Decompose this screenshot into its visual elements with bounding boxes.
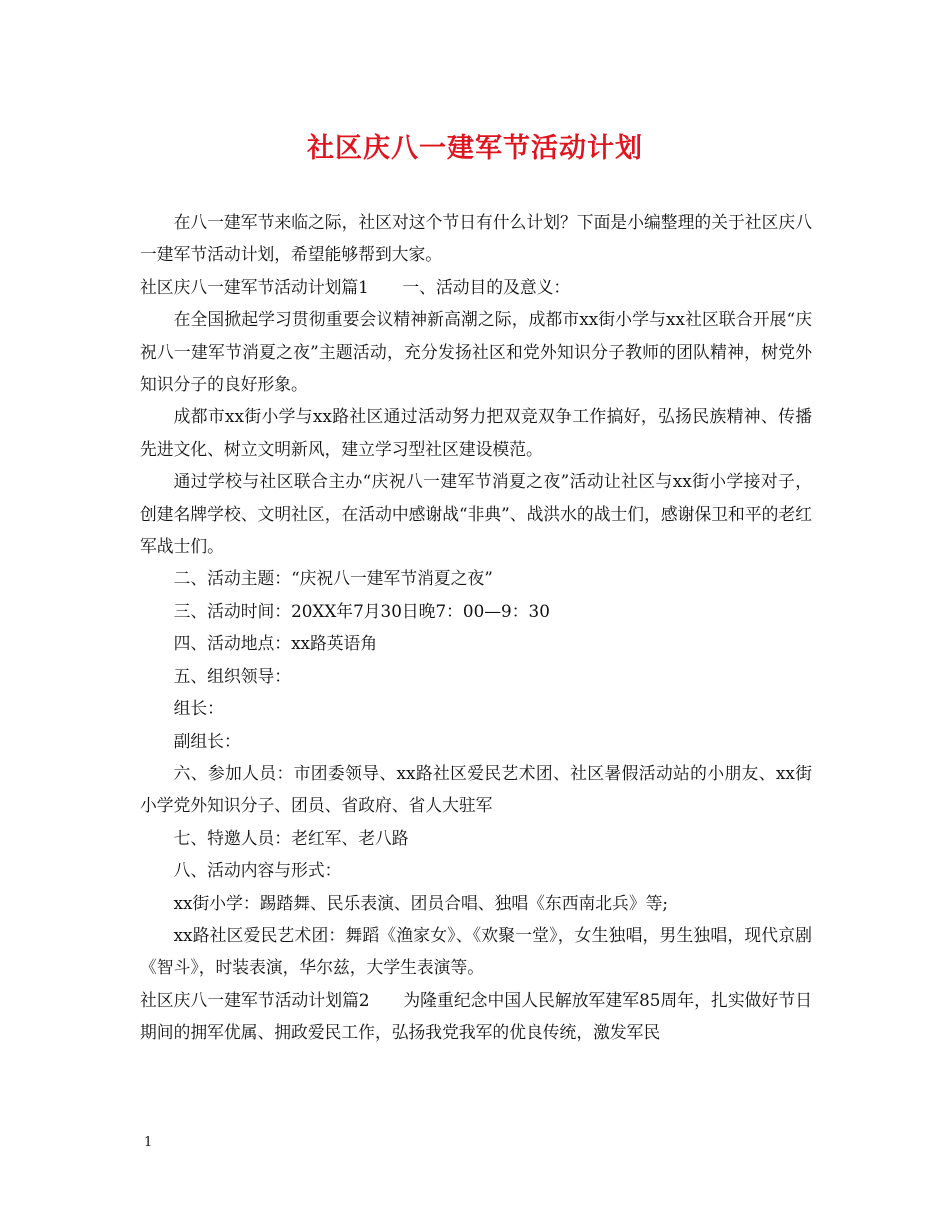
paragraph-leader: 组长： <box>173 698 224 719</box>
paragraph-leadership: 五、组织领导： <box>173 665 292 686</box>
paragraph-intro: 在八一建军节来临之际，社区对这个节日有什么计划？下面是小编整理的关于社区庆八一建军节活动计划，希望能够帮到大家。 <box>140 212 812 265</box>
paragraph-content-heading: 八、活动内容与形式： <box>173 860 342 881</box>
paragraph-section2-start: 社区庆八一建军节活动计划篇2 为隆重纪念中国人民解放军建军85周年，扎实做好节日期间的拥军优属、拥政爱民工作，弘扬我党我军的优良传统，激发军民 <box>140 989 812 1043</box>
page-number: 1 <box>144 1135 153 1150</box>
paragraph-troupe-program: xx路社区爱民艺术团：舞蹈《渔家女》、《欢聚一堂》，女生独唱，男生独唱，现代京剧《智斗》，时装表演，华尔兹，大学生表演等。 <box>140 924 812 978</box>
paragraph-guests: 七、特邀人员：老红军、老八路 <box>173 827 409 848</box>
paragraph-participants: 六、参加人员：市团委领导、xx路社区爱民艺术团、社区暑假活动站的小朋友、xx街小学党外知识分子、团员、省政府、省人大驻军 <box>140 762 812 816</box>
paragraph-purpose-1: 在全国掀起学习贯彻重要会议精神新高潮之际，成都市xx街小学与xx社区联合开展“庆祝八一建军节消夏之夜”主题活动，充分发扬社区和党外知识分子教师的团队精神，树党外知识分子的良好形象。 <box>140 309 812 395</box>
paragraph-time: 三、活动时间：20XX年7月30日晚7：00—9：30 <box>173 600 550 621</box>
paragraph-deputy-leader: 副组长： <box>173 730 241 751</box>
document-title: 社区庆八一建军节活动计划 <box>307 133 643 164</box>
paragraph-school-program: xx街小学：踢踏舞、民乐表演、团员合唱、独唱《东西南北兵》等; <box>173 892 669 913</box>
paragraph-purpose-3: 通过学校与社区联合主办“庆祝八一建军节消夏之夜”活动让社区与xx街小学接对子，创建名牌学校、文明社区，在活动中感谢战“非典”、战洪水的战士们，感谢保卫和平的老红军战士们。 <box>140 471 812 557</box>
paragraph-theme: 二、活动主题：“庆祝八一建军节消夏之夜” <box>173 568 493 589</box>
paragraph-purpose-2: 成都市xx街小学与xx路社区通过活动努力把双竞双争工作搞好，弘扬民族精神、传播先进文化、树立文明新风，建立学习型社区建设模范。 <box>140 406 812 459</box>
paragraph-section1-heading: 社区庆八一建军节活动计划篇1 一、活动目的及意义： <box>140 276 571 297</box>
paragraph-location: 四、活动地点：xx路英语角 <box>173 633 378 654</box>
document-body <box>140 206 812 1049</box>
